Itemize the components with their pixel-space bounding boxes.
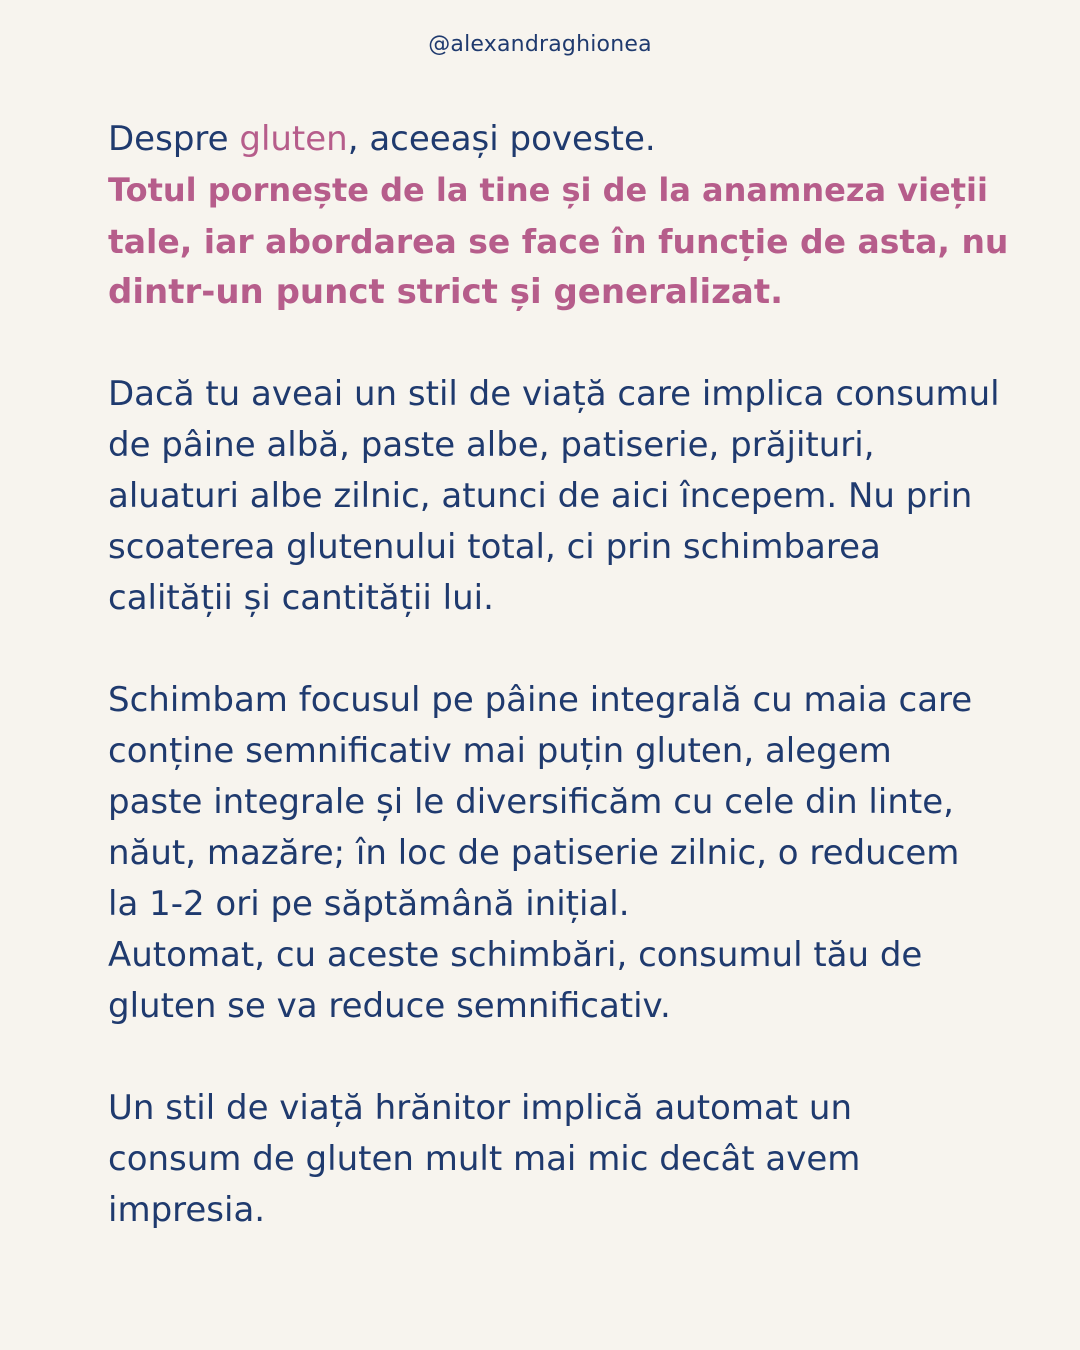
intro-suffix: , aceeași poveste. bbox=[347, 119, 656, 159]
intro-prefix: Despre bbox=[108, 119, 240, 159]
text-line: Dacă tu aveai un stil de viață care implica consumul bbox=[108, 374, 1000, 414]
gluten-highlight: gluten bbox=[239, 119, 348, 159]
text-line: consum de gluten mult mai mic decât avem bbox=[108, 1139, 861, 1179]
text-line: Automat, cu aceste schimbări, consumul tău de bbox=[108, 935, 923, 975]
paragraph-conclusion bbox=[108, 1083, 978, 1236]
text-line: la 1-2 ori pe săptămână inițial. bbox=[108, 884, 630, 924]
text-line: năut, mazăre; în loc de patiserie zilnic, o reducem bbox=[108, 833, 960, 873]
text-line: paste integrale și le diversificăm cu cele din linte, bbox=[108, 782, 954, 822]
intro-paragraph bbox=[108, 114, 1009, 318]
emphasis-line: dintr-un punct strict și generalizat. bbox=[108, 272, 784, 312]
author-handle: @alexandraghionea bbox=[428, 32, 652, 57]
text-line: impresia. bbox=[108, 1190, 266, 1230]
post-body bbox=[108, 114, 1009, 1236]
paragraph-changes bbox=[108, 675, 978, 1032]
text-line: conține semnificativ mai puțin gluten, alegem bbox=[108, 731, 892, 771]
text-line: gluten se va reduce semnificativ. bbox=[108, 986, 671, 1026]
paragraph-lifestyle bbox=[108, 369, 1000, 624]
text-line: Un stil de viață hrănitor implică automat un bbox=[108, 1088, 853, 1128]
intro-line bbox=[108, 114, 978, 165]
text-line: aluaturi albe zilnic, atunci de aici începem. Nu prin bbox=[108, 476, 973, 516]
text-line: Schimbam focusul pe pâine integrală cu maia care bbox=[108, 680, 973, 720]
text-line: calității și cantității lui. bbox=[108, 578, 494, 618]
emphasis-line: Totul pornește de la tine și de la anamneza vieții bbox=[108, 171, 988, 209]
text-line: de pâine albă, paste albe, patiserie, prăjituri, bbox=[108, 425, 875, 465]
emphasis-line: tale, iar abordarea se face în funcție de asta, nu bbox=[108, 222, 1009, 261]
text-line: scoaterea glutenului total, ci prin schimbarea bbox=[108, 527, 881, 567]
